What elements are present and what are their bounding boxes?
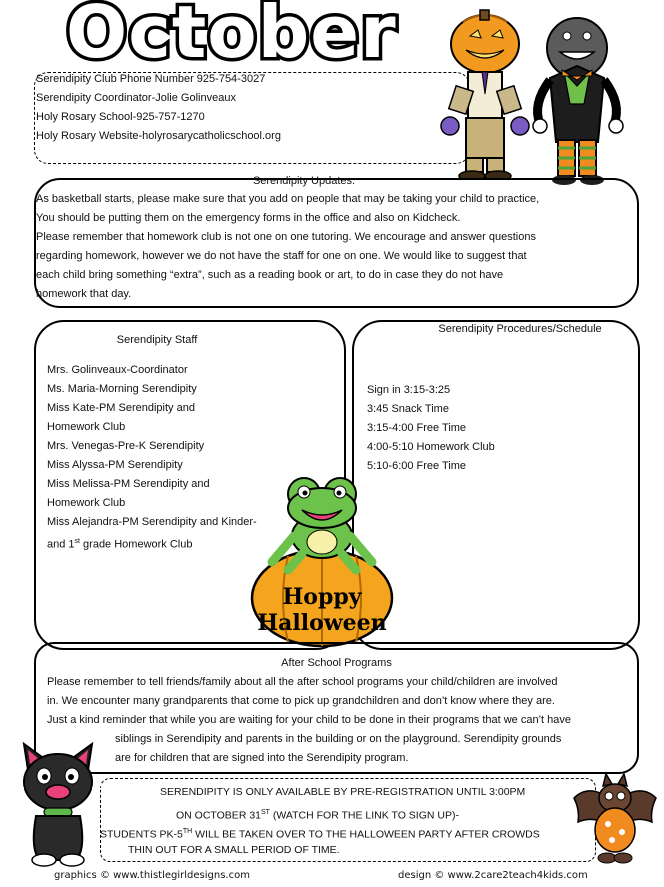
notice-line4: THIN OUT FOR A SMALL PERIOD OF TIME. (128, 844, 340, 856)
staff-member: Homework Club (47, 497, 126, 509)
notice-line1: SERENDIPITY IS ONLY AVAILABLE BY PRE-REGISTRATION UNTIL 3:00PM (160, 786, 526, 798)
hoppy-halloween-illustration (248, 470, 396, 648)
contact-phone: Serendipity Club Phone Number 925-754-3027 (36, 73, 266, 85)
programs-line: Please remember to tell friends/family about all the after school programs your child/children are involved (47, 676, 558, 688)
staff-member: Miss Alyssa-PM Serendipity (47, 459, 183, 471)
footer-design-credit: design © www.2care2teach4kids.com (398, 870, 588, 881)
programs-line: in. We encounter many grandparents that come to pick up grandchildren and don’t know where they are. (47, 695, 555, 707)
footer-graphics-credit: graphics © www.thistlegirldesigns.com (54, 870, 250, 881)
updates-line: As basketball starts, please make sure that you add on people that may be taking your child to practice, (36, 193, 540, 205)
notice-line2-post: (WATCH FOR THE LINK TO SIGN UP)- (269, 809, 459, 822)
staff-member: Miss Melissa-PM Serendipity and (47, 478, 210, 490)
schedule-item: 5:10-6:00 Free Time (367, 460, 467, 472)
halloween-text: Halloween (257, 610, 387, 636)
contact-school-phone: Holy Rosary School-925-757-1270 (36, 111, 205, 123)
vampire-illustration (522, 14, 634, 190)
notice-line3-sup: TH (182, 828, 193, 835)
notice-line2-sup: ST (261, 809, 270, 816)
programs-line: siblings in Serendipity and parents in the building or on the playground. Serendipity grounds (115, 733, 562, 745)
updates-line: regarding homework, however we do not have the staff for one on one. We would like to suggest that (36, 250, 527, 262)
staff-member-last (47, 532, 192, 555)
updates-line: Please remember that homework club is not one on one tutoring. We encourage and answer questions (36, 231, 536, 243)
hoppy-text: Hoppy (282, 584, 362, 610)
contact-coordinator: Serendipity Coordinator-Jolie Golinveaux (36, 92, 236, 104)
updates-line: You should be putting them on the emergency forms in the office and also on Kidcheck. (36, 212, 461, 224)
schedule-title: Serendipity Procedures/Schedule (438, 323, 602, 335)
notice-line3-post: WILL BE TAKEN OVER TO THE HALLOWEEN PARTY AFTER CROWDS (192, 828, 540, 841)
programs-line: Just a kind reminder that while you are waiting for your child to be done in their programs that we can’t have (47, 714, 571, 726)
updates-line: each child bring something “extra”, such as a reading book or art, to do in case they do not have (36, 269, 504, 281)
programs-title: After School Programs (281, 657, 392, 669)
staff-last-pre: and 1 (47, 538, 75, 551)
bat-illustration (570, 772, 660, 868)
contact-website: Holy Rosary Website-holyrosarycatholicschool.org (36, 130, 281, 142)
staff-member: Homework Club (47, 421, 126, 433)
programs-line: are for children that are signed into the Serendipity program. (115, 752, 409, 764)
schedule-item: 4:00-5:10 Homework Club (367, 441, 495, 453)
black-cat-illustration (8, 740, 108, 868)
staff-title: Serendipity Staff (116, 334, 198, 346)
updates-title: Serendipity Updates: (252, 175, 356, 187)
staff-member: Mrs. Venegas-Pre-K Serendipity (47, 440, 205, 452)
staff-last-sup: st (74, 538, 80, 545)
schedule-item: 3:15-4:00 Free Time (367, 422, 467, 434)
schedule-item: 3:45 Snack Time (367, 403, 449, 415)
staff-last-post: grade Homework Club (79, 538, 193, 551)
schedule-item: Sign in 3:15-3:25 (367, 384, 451, 396)
notice-line3-pre: STUDENTS PK-5 (100, 828, 183, 841)
notice-line2-pre: ON OCTOBER 31 (176, 809, 261, 822)
staff-member: Miss Kate-PM Serendipity and (47, 402, 195, 414)
staff-member: Ms. Maria-Morning Serendipity (47, 383, 197, 395)
updates-line: homework that day. (36, 288, 132, 300)
staff-member: Miss Alejandra-PM Serendipity and Kinder- (47, 516, 257, 528)
page-title: October (66, 0, 397, 74)
staff-member: Mrs. Golinveaux-Coordinator (47, 364, 188, 376)
